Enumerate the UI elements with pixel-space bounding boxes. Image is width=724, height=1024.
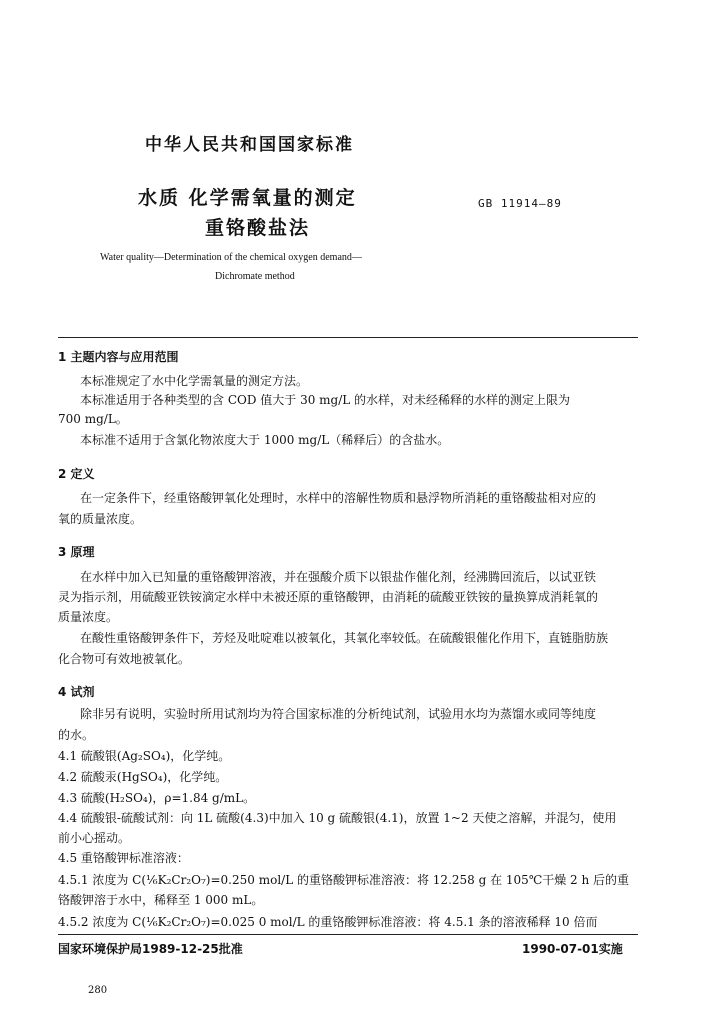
item-4-5-1a: 4.5.1 浓度为 C(⅙K₂Cr₂O₇)=0.250 mol/L 的重铬酸钾标准溶液：将 12.258 g 在 105℃干燥 2 h 后的重 bbox=[58, 873, 630, 887]
approval-note: 国家环境保护局1989-12-25批准 bbox=[58, 942, 243, 956]
section-3-heading: 3 原理 bbox=[58, 545, 95, 559]
section-1-paragraph-1: 本标准规定了水中化学需氧量的测定方法。 bbox=[80, 374, 309, 388]
section-2-heading: 2 定义 bbox=[58, 467, 95, 481]
english-title-line2: Dichromate method bbox=[215, 271, 295, 282]
section-3-paragraph-2a: 在酸性重铬酸钾条件下，芳烃及吡啶难以被氧化，其氧化率较低。在硫酸银催化作用下，直链脂肪族 bbox=[80, 631, 609, 645]
item-4-4b: 前小心摇动。 bbox=[58, 831, 131, 845]
document-title-line1: 水质 化学需氧量的测定 bbox=[138, 187, 357, 209]
page-number: 280 bbox=[88, 985, 108, 996]
section-4-paragraph-1b: 的水。 bbox=[58, 728, 95, 742]
section-3-paragraph-1b: 灵为指示剂，用硫酸亚铁铵滴定水样中未被还原的重铬酸钾，由消耗的硫酸亚铁铵的量换算成消耗氧的 bbox=[58, 590, 599, 604]
section-4-paragraph-1a: 除非另有说明，实验时所用试剂均为符合国家标准的分析纯试剂，试验用水均为蒸馏水或同等纯度 bbox=[80, 707, 597, 721]
item-4-2: 4.2 硫酸汞(HgSO₄)，化学纯。 bbox=[58, 770, 228, 784]
item-4-3: 4.3 硫酸(H₂SO₄)，ρ=1.84 g/mL。 bbox=[58, 791, 256, 805]
section-1-paragraph-2b: 700 mg/L。 bbox=[58, 412, 128, 426]
section-3-paragraph-2b: 化合物可有效地被氧化。 bbox=[58, 652, 191, 666]
section-4-heading: 4 试剂 bbox=[58, 685, 95, 699]
item-4-4a: 4.4 硫酸银-硫酸试剂：向 1L 硫酸(4.3)中加入 10 g 硫酸银(4.1)，放置 1~2 天使之溶解，并混匀，使用 bbox=[58, 811, 617, 825]
footer-divider bbox=[58, 934, 638, 935]
document-title-line2: 重铬酸盐法 bbox=[205, 217, 311, 239]
item-4-5-2: 4.5.2 浓度为 C(⅙K₂Cr₂O₇)=0.025 0 mol/L 的重铬酸钾标准溶液：将 4.5.1 条的溶液稀释 10 倍而 bbox=[58, 915, 598, 929]
section-1-paragraph-3: 本标准不适用于含氯化物浓度大于 1000 mg/L（稀释后）的含盐水。 bbox=[80, 433, 450, 447]
english-title-line1: Water quality—Determination of the chemical oxygen demand— bbox=[100, 252, 362, 263]
item-4-1: 4.1 硫酸银(Ag₂SO₄)，化学纯。 bbox=[58, 749, 231, 763]
header-divider bbox=[58, 337, 638, 338]
item-4-5-1b: 铬酸钾溶于水中，稀释至 1 000 mL。 bbox=[58, 893, 264, 907]
implementation-date: 1990-07-01实施 bbox=[522, 942, 623, 956]
standard-code: GB 11914—89 bbox=[478, 197, 562, 210]
standard-org-title: 中华人民共和国国家标准 bbox=[145, 135, 354, 155]
section-2-paragraph-1a: 在一定条件下，经重铬酸钾氧化处理时，水样中的溶解性物质和悬浮物所消耗的重铬酸盐相对应的 bbox=[80, 491, 597, 505]
section-3-paragraph-1a: 在水样中加入已知量的重铬酸钾溶液，并在强酸介质下以银盐作催化剂，经沸腾回流后，以试亚铁 bbox=[80, 570, 597, 584]
section-2-paragraph-1b: 氧的质量浓度。 bbox=[58, 512, 143, 526]
section-3-paragraph-1c: 质量浓度。 bbox=[58, 610, 119, 624]
section-1-heading: 1 主题内容与应用范围 bbox=[58, 350, 179, 364]
section-1-paragraph-2a: 本标准适用于各种类型的含 COD 值大于 30 mg/L 的水样，对未经稀释的水样的测定上限为 bbox=[80, 393, 571, 407]
item-4-5: 4.5 重铬酸钾标准溶液： bbox=[58, 851, 189, 865]
